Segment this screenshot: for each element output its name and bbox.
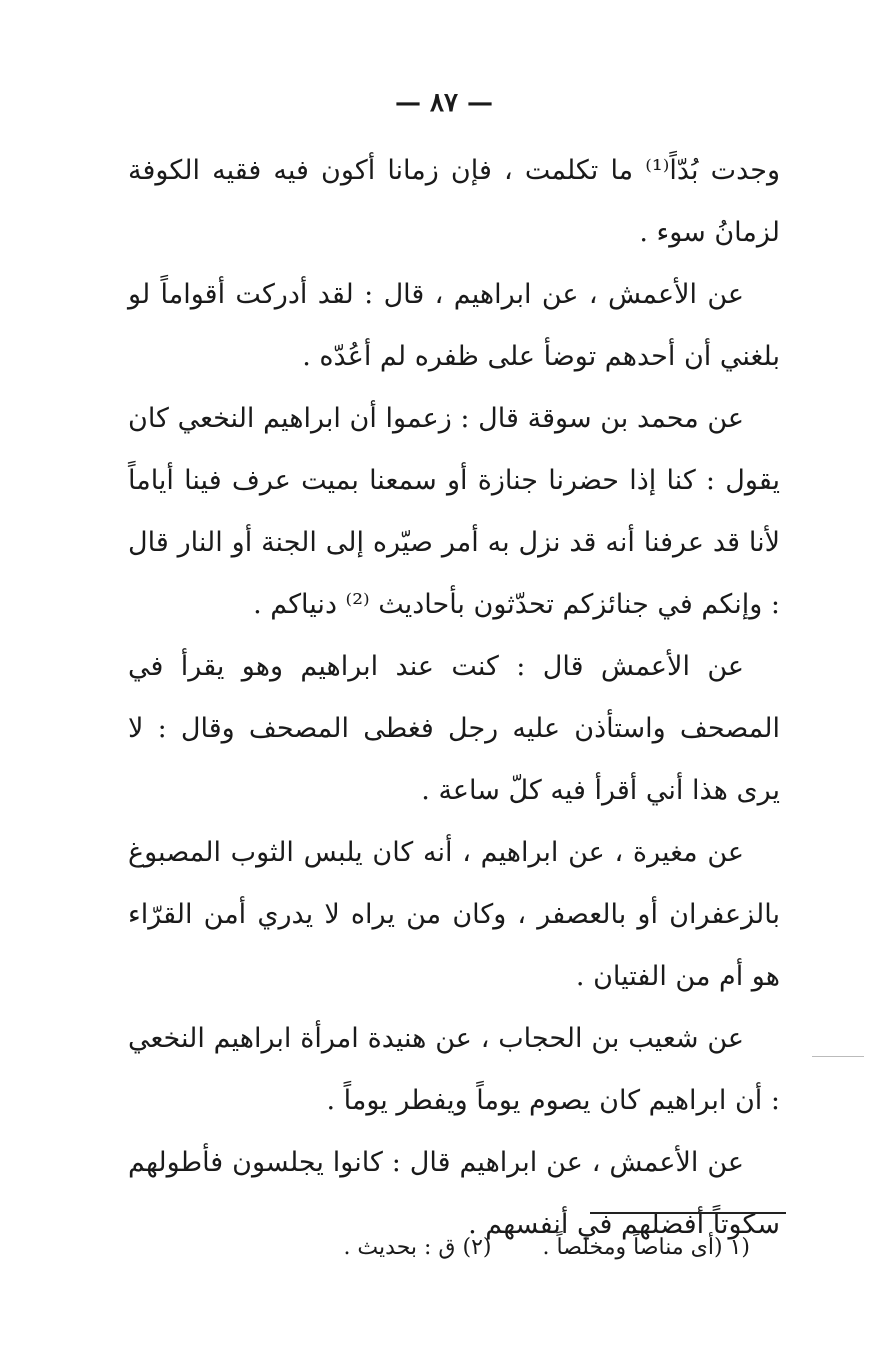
paragraph: وجدت بُدّاً⁽¹⁾ ما تكلمت ، فإن زمانا أكون فيه فقيه الكوفة لزمانُ سوء . xyxy=(128,155,780,248)
footnote-rule xyxy=(590,1212,786,1214)
footnote: (١ (أى مناصاً ومخلصاً . xyxy=(542,1235,750,1260)
page-number: — ٨٧ — xyxy=(394,88,494,118)
paragraph: عن الأعمش قال : كنت عند ابراهيم وهو يقرأ في المصحف واستأذن عليه رجل فغطى المصحف وقال : لا يرى هذا أني أقرأ فيه كلّ ساعة . xyxy=(128,651,780,806)
footnotes xyxy=(128,1228,780,1268)
paragraph: عن شعيب بن الحجاب ، عن هنيدة امرأة ابراهيم النخعي : أن ابراهيم كان يصوم يوماً ويفطر يوماً . xyxy=(128,1023,780,1116)
paragraph: عن مغيرة ، عن ابراهيم ، أنه كان يلبس الثوب المصبوغ بالزعفران أو بالعصفر ، وكان من يراه لا يدري أمن القرّاء هو أم من الفتيان . xyxy=(128,837,780,992)
paragraph: عن الأعمش ، عن ابراهيم قال : كانوا يجلسون فأطولهم سكوتاً أفضلهم في أنفسهم . xyxy=(128,1147,780,1240)
paragraph: عن الأعمش ، عن ابراهيم ، قال : لقد أدركت أقواماً لو بلغني أن أحدهم توضأ على ظفره لم أعُدّه . xyxy=(128,279,780,372)
footnote: (٢) ق : بحديث . xyxy=(343,1235,492,1260)
paragraph: عن محمد بن سوقة قال : زعموا أن ابراهيم النخعي كان يقول : كنا إذا حضرنا جنازة أو سمعنا بميت عرف فينا أياماً لأنا قد عرفنا أنه قد نزل به أمر صيّره إلى الجنة أو النار قال : وإنكم في جنائزكم تحدّثون بأحاديث ⁽²⁾ دنياكم . xyxy=(128,403,780,620)
body-text xyxy=(128,140,780,1256)
margin-mark xyxy=(812,1056,864,1057)
